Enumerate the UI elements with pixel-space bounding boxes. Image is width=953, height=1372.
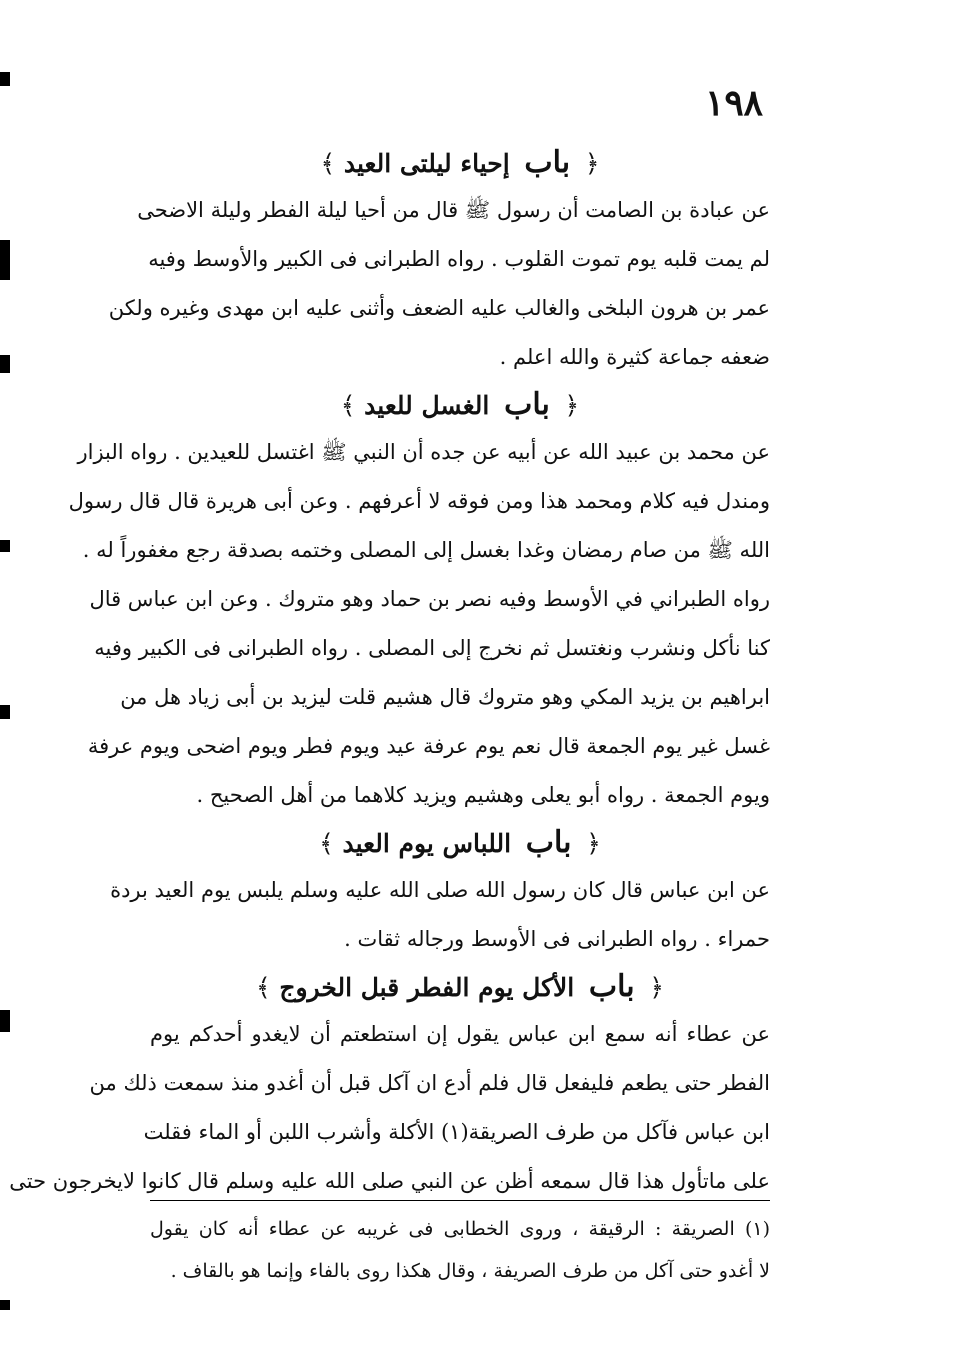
- text-line: رواه الطبراني في الأوسط وفيه نصر بن حماد وهو متروك . وعن ابن عباس قال: [89, 587, 770, 611]
- text-line: الله ﷺ من صام رمضان وغدا بغسل إلى المصلى وختمه بصدقة رجع مغفوراً له .: [82, 538, 770, 562]
- footnote-line: لا أغدو حتى آكل من طرف الصريفة ، وقال هكذا روى بالفاء وإنما هو بالقاف .: [170, 1260, 770, 1282]
- text-line: عن عبادة بن الصامت أن رسول ﷺ قال من أحيا ليلة الفطر وليلة الاضحى: [137, 198, 770, 222]
- text-line: عن ابن عباس قال كان رسول الله صلى الله عليه وسلم يلبس يوم العيد بردة: [110, 878, 770, 902]
- bracket-open: ﴿: [649, 973, 665, 1002]
- text-line: عن عطاء أنه سمع ابن عباس يقول إن استطعتم أن لايغدو أحدكم يوم: [150, 1022, 770, 1046]
- text-line: ضعفه جماعة كثيرة والله اعلم .: [499, 345, 770, 369]
- scan-edge-mark: [0, 355, 10, 373]
- scan-edge-mark: [0, 1010, 10, 1032]
- scan-edge-mark: [0, 540, 10, 552]
- text-line: ويوم الجمعة . رواه أبو يعلى وهشيم ويزيد كلاهما من أهل الصحيح .: [196, 783, 770, 807]
- text-line: على ماتأول هذا قال سمعه أظن عن النبي صلى الله عليه وسلم قال كانوا لايخرجون حتى: [9, 1169, 770, 1193]
- bracket-open: ﴿: [564, 391, 580, 420]
- bracket-close: ﴾: [319, 829, 334, 858]
- bab-label: باب: [525, 825, 572, 860]
- section-title: الغسل للعيد: [364, 391, 490, 420]
- bracket-close: ﴾: [255, 973, 271, 1002]
- scan-edge-mark: [0, 705, 10, 719]
- text-line: عمر بن هرون البلخى والغالب عليه الضعف وأثنى عليه ابن مهدى وغيره ولكن: [108, 296, 770, 320]
- section-title: إحياء ليلتى العيد: [343, 149, 510, 178]
- text-line: ابراهيم بن يزيد المكي وهو متروك قال هشيم قلت ليزيد بن أبى زياد هل من: [120, 685, 770, 709]
- bracket-open: ﴿: [586, 829, 601, 858]
- text-line: لم يمت قلبه يوم تموت القلوب . رواه الطبرانى فى الكبير والأوسط وفيه: [148, 247, 770, 271]
- bracket-close: ﴾: [320, 149, 336, 178]
- section-heading: [150, 820, 770, 866]
- scan-edge-mark: [0, 240, 10, 280]
- bab-label: باب: [524, 145, 571, 180]
- section-heading: [150, 140, 770, 186]
- scan-edge-mark: [0, 72, 10, 86]
- page-number: ١٩٨: [704, 82, 763, 124]
- bab-label: باب: [588, 969, 635, 1004]
- page-body: [9, 140, 770, 1206]
- text-line: كنا نأكل ونشرب ونغتسل ثم نخرج إلى المصلى . رواه الطبرانى فى الكبير وفيه: [94, 636, 770, 660]
- section-heading: [150, 382, 770, 428]
- footnote-rule: [150, 1200, 770, 1201]
- text-line: عن محمد بن عبيد الله عن أبيه عن جده أن النبي ﷺ اغتسل للعيدين . رواه البزار: [77, 440, 770, 464]
- text-line: ومندل فيه كلام ومحمد هذا ومن فوقه لا أعرفهم . وعن أبى هريرة قال قال رسول: [68, 489, 770, 513]
- bracket-close: ﴾: [340, 391, 356, 420]
- section-title: اللباس يوم العيد: [342, 829, 512, 858]
- footnote-line: (١) الصريقة : الرقيقة ، وروى الخطابى فى غريبه عن عطاء أنه كان يقول: [150, 1218, 770, 1240]
- text-line: حمراء . رواه الطبرانى فى الأوسط ورجاله ثقات .: [344, 927, 770, 951]
- section-title: الأكل يوم الفطر قبل الخروج: [279, 973, 575, 1002]
- bab-label: باب: [504, 387, 550, 422]
- scan-edge-mark: [0, 1300, 10, 1310]
- text-line: ابن عباس فآكل من طرف الصريقة(١) الأكلة وأشرب اللبن أو الماء فقلت: [143, 1120, 770, 1144]
- section-heading: [150, 964, 770, 1010]
- text-line: غسل غير يوم الجمعة قال نعم يوم عرفة عيد ويوم فطر ويوم اضحى ويوم عرفة: [87, 734, 770, 758]
- footnotes: [150, 1208, 770, 1292]
- bracket-open: ﴿: [584, 149, 600, 178]
- text-line: الفطر حتى يطعم فليفعل قال فلم أدع ان آكل قبل أن أغدو منذ سمعت ذلك من: [89, 1071, 770, 1095]
